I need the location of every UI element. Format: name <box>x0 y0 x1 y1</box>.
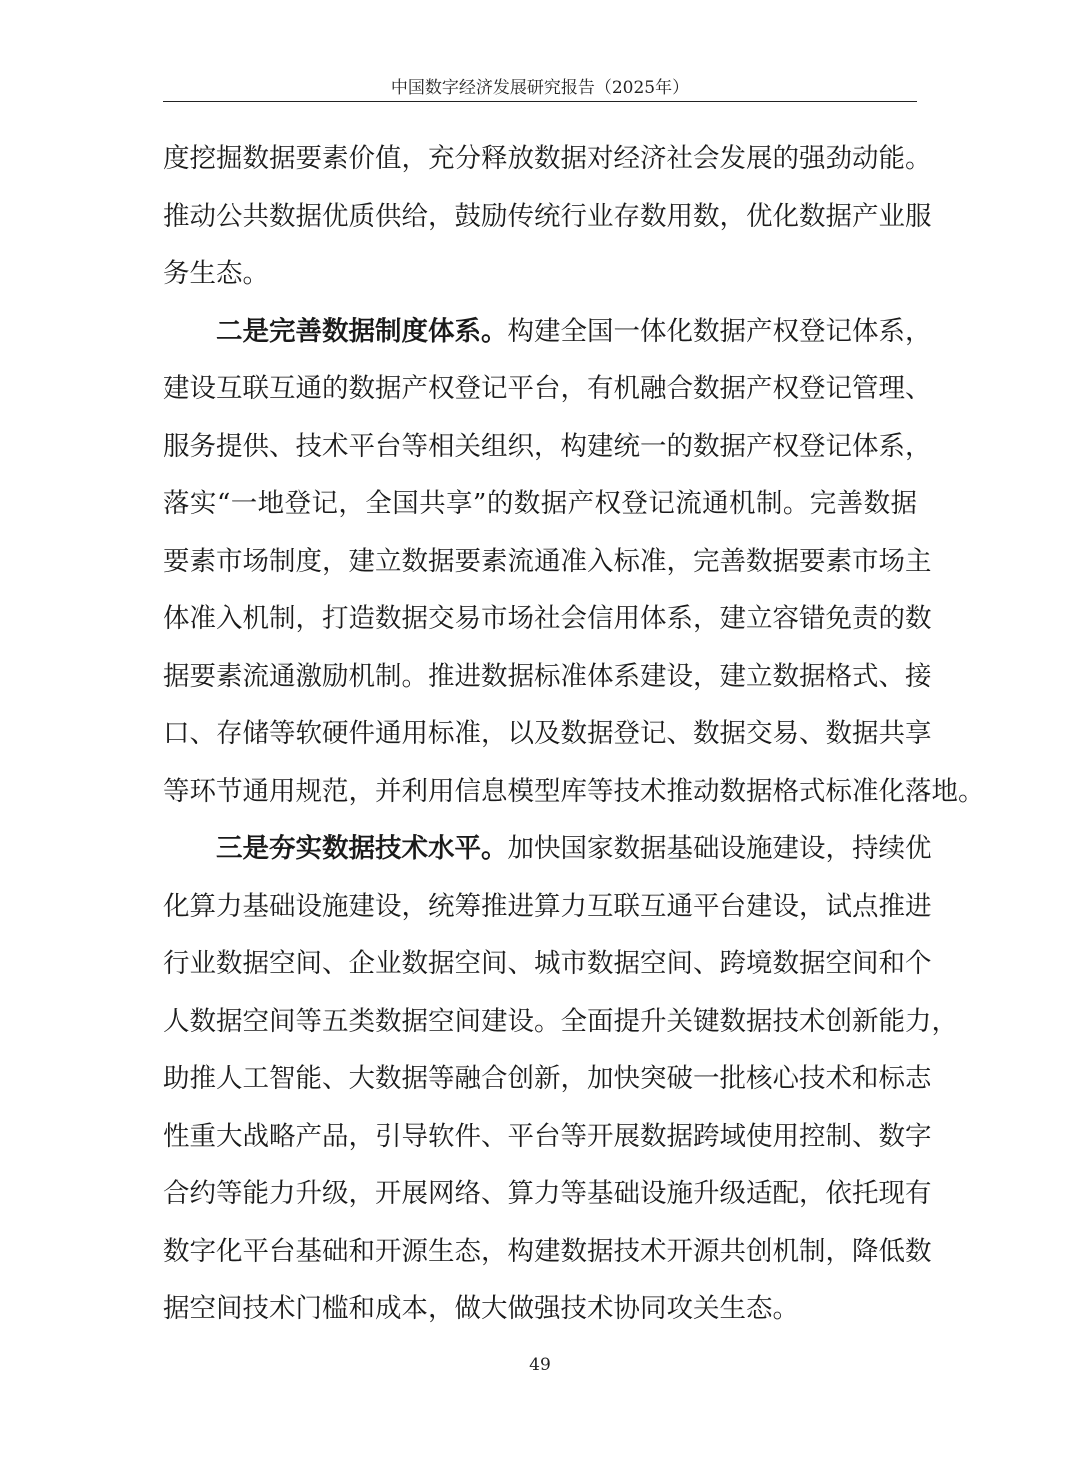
line-text: 等环节通用规范，并利用信息模型库等技术推动数据格式标准化落地。 <box>163 775 985 807</box>
paragraph-first-line <box>163 820 932 878</box>
text-line <box>163 1165 932 1223</box>
text-line <box>163 648 932 706</box>
text-line <box>163 993 958 1051</box>
line-text: 化算力基础设施建设，统筹推进算力互联互通平台建设，试点推进 <box>163 890 932 922</box>
line-text: 合约等能力升级，开展网络、算力等基础设施升级适配，依托现有 <box>163 1178 932 1209</box>
text-line <box>163 590 932 648</box>
line-text: 服务提供、技术平台等相关组织，构建统一的数据产权登记体系， <box>163 430 932 462</box>
text-line <box>163 705 932 763</box>
text-line <box>163 878 932 936</box>
line-text: 要素市场制度，建立数据要素流通准入标准，完善数据要素市场主 <box>163 545 932 577</box>
text-line <box>163 1050 932 1108</box>
line-text: 构建全国一体化数据产权登记体系， <box>507 315 932 347</box>
line-text: 建设互联互通的数据产权登记平台，有机融合数据产权登记管理、 <box>163 373 932 404</box>
text-line <box>163 418 932 476</box>
line-text: 行业数据空间、企业数据空间、城市数据空间、跨境数据空间和个 <box>163 948 932 979</box>
line-text: 人数据空间等五类数据空间建设。全面提升关键数据技术创新能力， <box>163 1005 958 1037</box>
text-line <box>163 188 932 246</box>
line-text: 度挖掘数据要素价值，充分释放数据对经济社会发展的强劲动能。 <box>163 143 932 174</box>
text-line <box>163 1108 932 1166</box>
line-text: 助推人工智能、大数据等融合创新，加快突破一批核心技术和标志 <box>163 1063 932 1094</box>
line-text: 据空间技术门槛和成本，做大做强技术协同攻关生态。 <box>163 1293 799 1324</box>
page-number: 49 <box>529 1355 551 1375</box>
text-line <box>163 360 932 418</box>
running-header: 中国数字经济发展研究报告（2025年） <box>390 78 690 98</box>
text-line <box>163 763 985 821</box>
text-line <box>163 245 917 303</box>
line-text: 务生态。 <box>163 258 269 289</box>
text-line <box>163 935 932 993</box>
document-body <box>163 130 985 1338</box>
text-line <box>163 1280 917 1338</box>
text-line <box>163 533 932 591</box>
line-text: 口、存储等软硬件通用标准，以及数据登记、数据交易、数据共享 <box>163 718 932 749</box>
line-text: 数字化平台基础和开源生态，构建数据技术开源共创机制，降低数 <box>163 1235 932 1267</box>
line-text: 加快国家数据基础设施建设，持续优 <box>507 833 932 864</box>
line-text: 体准入机制，打造数据交易市场社会信用体系，建立容错免责的数 <box>163 603 932 634</box>
line-text: 落实“一地登记，全国共享”的数据产权登记流通机制。完善数据 <box>163 488 918 519</box>
line-text: 据要素流通激励机制。推进数据标准体系建设，建立数据格式、接 <box>163 660 932 692</box>
text-line <box>163 130 932 188</box>
line-text: 推动公共数据优质供给，鼓励传统行业存数用数，优化数据产业服 <box>163 200 932 232</box>
text-line <box>163 475 917 533</box>
header-rule <box>163 101 917 102</box>
paragraph-heading: 二是完善数据制度体系。 <box>216 315 508 347</box>
paragraph-first-line <box>163 303 932 361</box>
paragraph-heading: 三是夯实数据技术水平。 <box>216 833 508 864</box>
text-line <box>163 1223 932 1281</box>
line-text: 性重大战略产品，引导软件、平台等开展数据跨域使用控制、数字 <box>163 1120 932 1152</box>
